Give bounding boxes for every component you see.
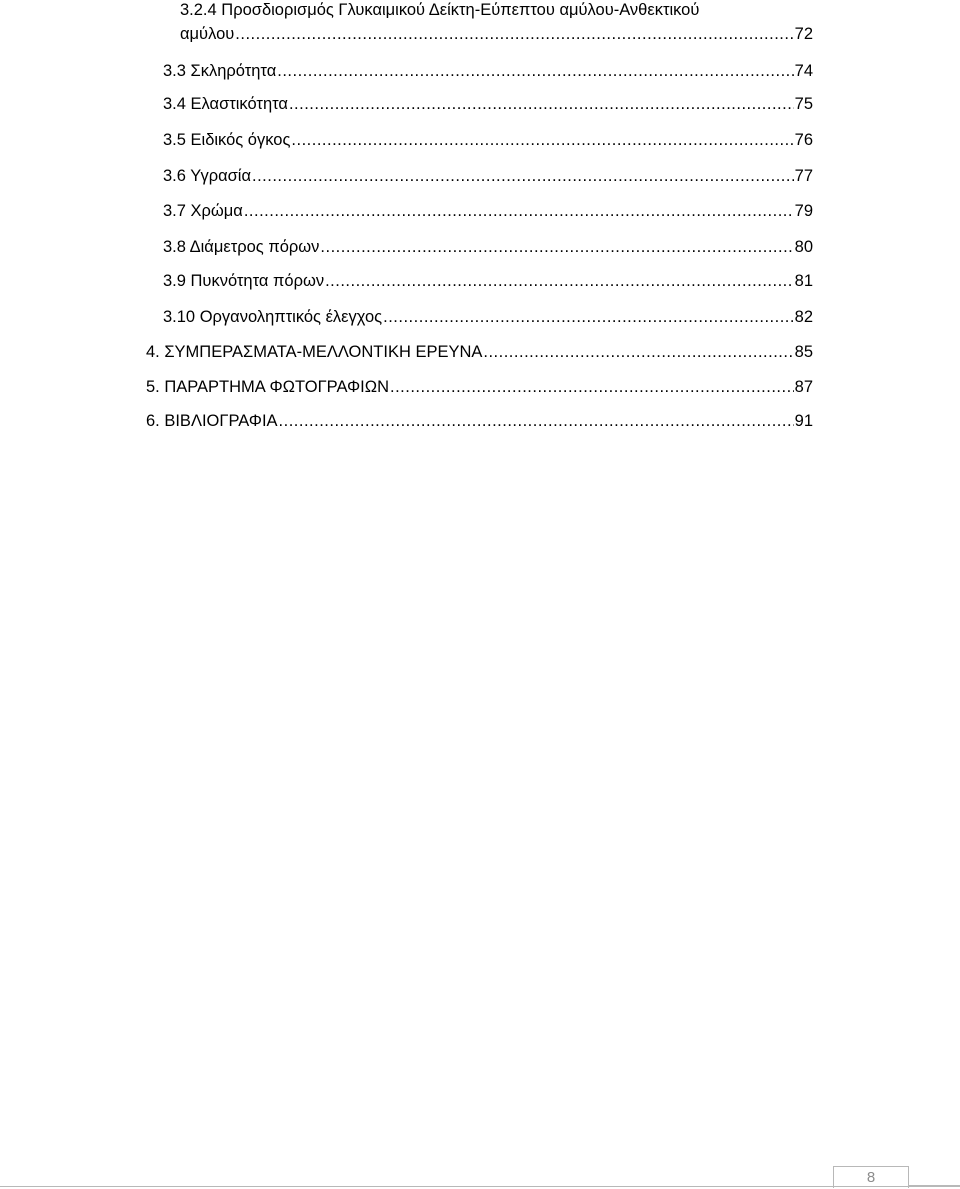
toc-leader-dots — [277, 61, 793, 81]
toc-leader-dots — [483, 342, 793, 362]
toc-leader-dots — [390, 377, 794, 397]
toc-entry[interactable] — [146, 411, 813, 431]
toc-entry-3-2-4-title-line1: 3.2.4 Προσδιορισμός Γλυκαιμικού Δείκτη-Εύπεπτου αμύλου-Ανθεκτικού — [180, 1, 700, 19]
toc-entry-page: 80 — [794, 238, 813, 256]
toc-entry[interactable] — [146, 342, 813, 362]
toc-entry[interactable] — [146, 377, 813, 397]
toc-leader-dots — [289, 94, 794, 114]
toc-entry-title: 6. ΒΙΒΛΙΟΓΡΑΦΙΑ — [146, 412, 278, 430]
toc-entry-title: 4. ΣΥΜΠΕΡΑΣΜΑΤΑ-ΜΕΛΛΟΝΤΙΚΗ ΕΡΕΥΝΑ — [146, 343, 483, 361]
toc-entry-title: 3.5 Ειδικός όγκος — [163, 131, 291, 149]
toc-entry-title: 3.9 Πυκνότητα πόρων — [163, 272, 325, 290]
toc-leader-dots — [279, 411, 794, 431]
footer-rule — [909, 1166, 960, 1186]
toc-entry[interactable] — [163, 94, 813, 114]
footer-divider — [0, 1186, 960, 1187]
toc-leader-dots — [252, 166, 794, 186]
toc-entry-page: 75 — [794, 95, 813, 113]
toc-entry-title: αμύλου — [180, 25, 235, 43]
toc-entry-page: 82 — [794, 308, 813, 326]
toc-leader-dots — [325, 271, 794, 291]
toc-entry[interactable] — [163, 271, 813, 291]
toc-entry-3-2-4[interactable] — [180, 24, 813, 44]
toc-entry[interactable] — [163, 237, 813, 257]
toc-leader-dots — [244, 201, 794, 221]
toc-entry-page: 81 — [794, 272, 813, 290]
toc-entry[interactable] — [163, 166, 813, 186]
toc-entry-title: 3.4 Ελαστικότητα — [163, 95, 288, 113]
toc-entry-page: 79 — [794, 202, 813, 220]
toc-entry[interactable] — [163, 61, 813, 81]
toc-entry-title: 5. ΠΑΡΑΡΤΗΜΑ ΦΩΤΟΓΡΑΦΙΩΝ — [146, 378, 389, 396]
toc-leader-dots — [291, 130, 793, 150]
toc-entry-page: 85 — [794, 343, 813, 361]
toc-entry[interactable] — [163, 307, 813, 327]
toc-entry-page: 72 — [794, 25, 813, 43]
toc-entry-page: 91 — [794, 412, 813, 430]
toc-entry-page: 76 — [794, 131, 813, 149]
toc-entry-page: 87 — [794, 378, 813, 396]
toc-entry[interactable] — [163, 130, 813, 150]
toc-entry-title: 3.10 Οργανοληπτικός έλεγχος — [163, 308, 383, 326]
toc-entry-page: 74 — [794, 62, 813, 80]
toc-leader-dots — [235, 24, 793, 44]
toc-entry-title: 3.7 Χρώμα — [163, 202, 243, 220]
toc-entry-title: 3.6 Υγρασία — [163, 167, 252, 185]
toc-leader-dots — [383, 307, 794, 327]
toc-entry[interactable] — [163, 201, 813, 221]
toc-entry-page: 77 — [794, 167, 813, 185]
toc-leader-dots — [320, 237, 793, 257]
page-number: 8 — [866, 1169, 876, 1186]
toc-entry-title: 3.3 Σκληρότητα — [163, 62, 277, 80]
toc-entry-title: 3.8 Διάμετρος πόρων — [163, 238, 320, 256]
